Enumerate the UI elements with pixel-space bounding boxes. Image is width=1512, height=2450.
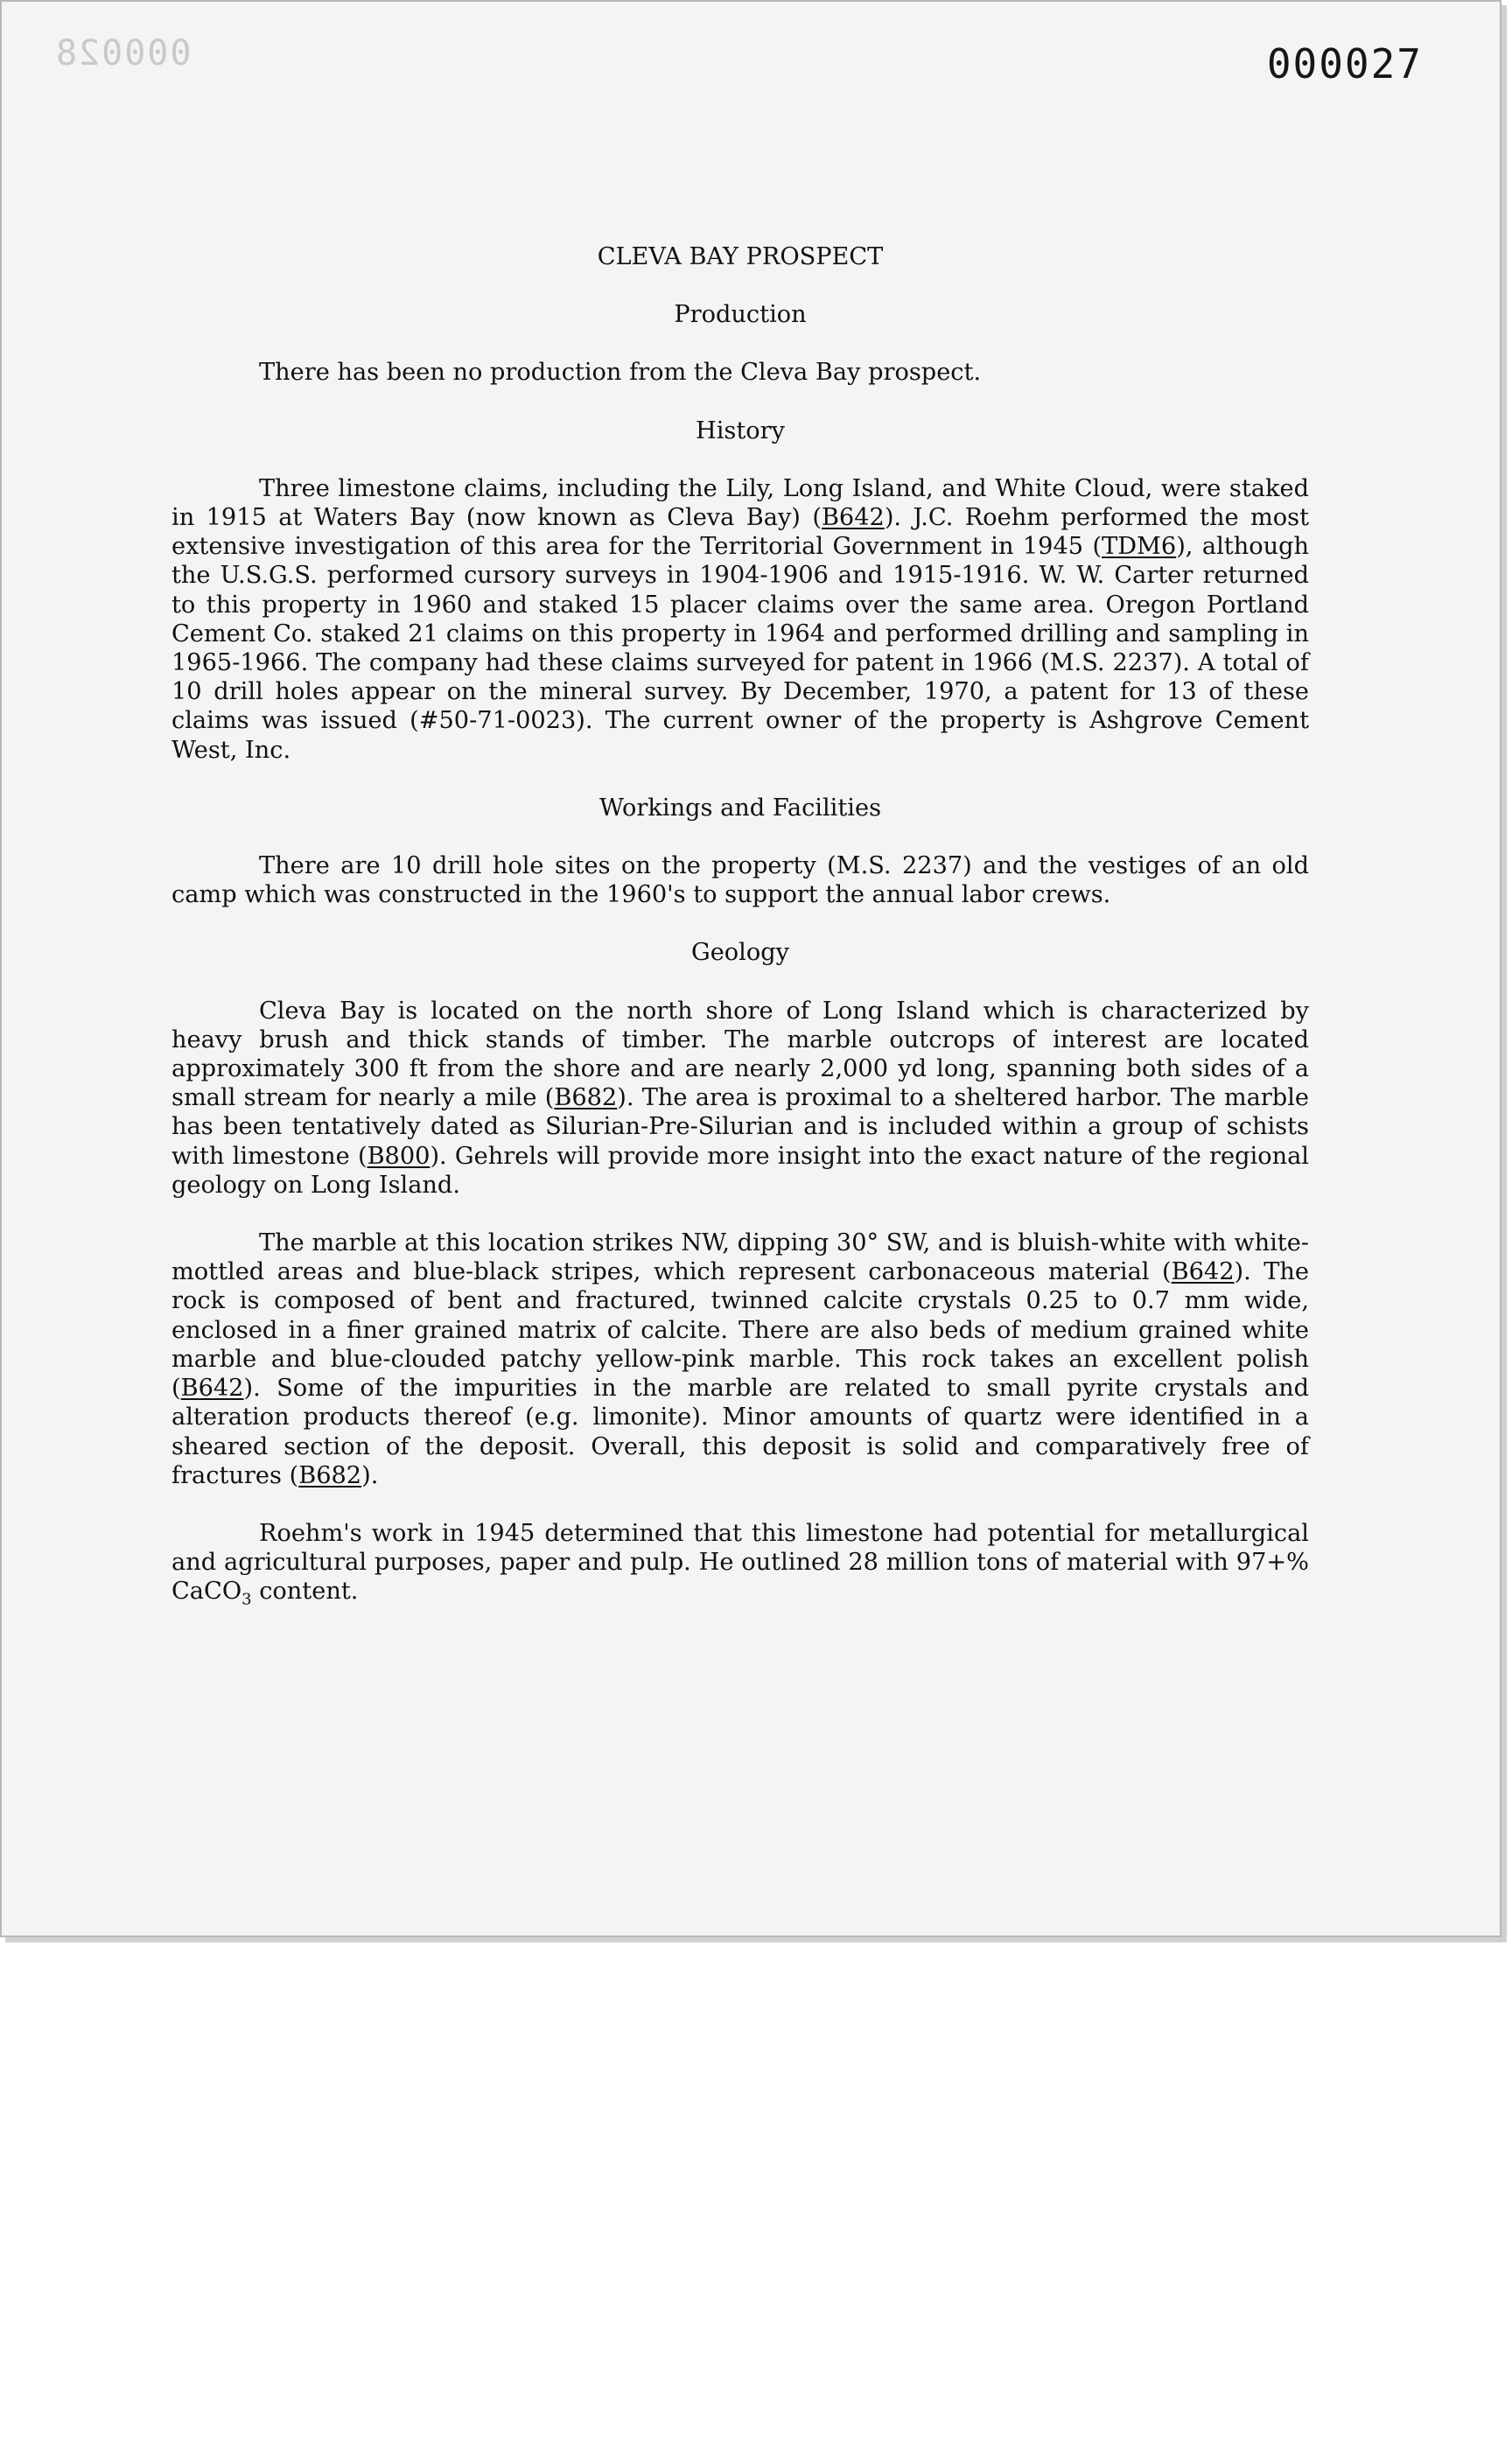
section-heading-geology: Geology [690, 939, 789, 967]
bleed-through-page-number: 000028 [54, 33, 192, 74]
workings-paragraph: There are 10 drill hole sites on the property (M.S. 2237) and the vestiges of an old camp which was constructed in the 1960's to support the annual labor crews. [172, 852, 1309, 909]
section-heading-history: History [695, 416, 785, 444]
document-title: CLEVA BAY PROSPECT [597, 243, 884, 270]
geology-paragraph-3: Roehm's work in 1945 determined that this limestone had potential for metallurgical and agricultural purposes, paper and pulp. He outlined 28 million tons of material with 97+% CaCO$_3$ content. [172, 1519, 1309, 1609]
subscript: 3 [242, 1590, 252, 1609]
reference-link: B682 [298, 1461, 362, 1489]
reference-link: B682 [554, 1084, 618, 1112]
reference-link: TDM6 [1102, 533, 1177, 561]
section-heading-workings: Workings and Facilities [598, 794, 882, 822]
geology-paragraph-2: The marble at this location strikes NW, dipping 30° SW, and is bluish-white with white-mottled areas and blue-black stripes, which represent carbonaceous material (B642). The rock is composed of bent and fractured, twinned calcite crystals 0.25 to 0.7 mm wide, enclosed in a finer grained matrix of calcite. There are also beds of medium grained white marble and blue-clouded patchy yellow-pink marble. This rock takes an excellent polish (B642). Some of the impurities in the marble are related to small pyrite crystals and alteration products thereof (e.g. limonite). Minor amounts of quartz were identified in a sheared section of the deposit. Overall, this deposit is solid and comparatively free of fractures (B682). [172, 1229, 1310, 1489]
section-heading-production: Production [674, 301, 807, 329]
document-body [172, 242, 1310, 1609]
reference-link: B642 [821, 504, 885, 532]
geology-paragraph-1: Cleva Bay is located on the north shore of Long Island which is characterized by heavy brush and thick stands of timber. The marble outcrops of interest are located approximately 300 ft from the shore and are nearly 2,000 yd long, spanning both sides of a small stream for nearly a mile (B682). The area is proximal to a sheltered harbor. The marble has been tentatively dated as Silurian-Pre-Silurian and is included within a group of schists with limestone (B800). Gehrels will provide more insight into the exact nature of the regional geology on Long Island. [172, 997, 1309, 1199]
reference-link: B642 [1171, 1258, 1235, 1286]
page-number: 000027 [1266, 40, 1423, 88]
history-paragraph: Three limestone claims, including the Lily, Long Island, and White Cloud, were staked in 1915 at Waters Bay (now known as Cleva Bay) (B642). J.C. Roehm performed the most extensive investigation of this area for the Territorial Government in 1945 (TDM6), although the U.S.G.S. performed cursory surveys in 1904-1906 and 1915-1916. W. W. Carter returned to this property in 1960 and staked 15 placer claims over the same area. Oregon Portland Cement Co. staked 21 claims on this property in 1964 and performed drilling and sampling in 1965-1966. The company had these claims surveyed for patent in 1966 (M.S. 2237). A total of 10 drill holes appear on the mineral survey. By December, 1970, a patent for 13 of these claims was issued (#50-71-0023). The current owner of the property is Ashgrove Cement West, Inc. [172, 474, 1309, 764]
reference-link: B800 [367, 1142, 430, 1170]
reference-link: B642 [180, 1375, 244, 1403]
production-paragraph: There has been no production from the Cleva Bay prospect. [259, 359, 982, 387]
